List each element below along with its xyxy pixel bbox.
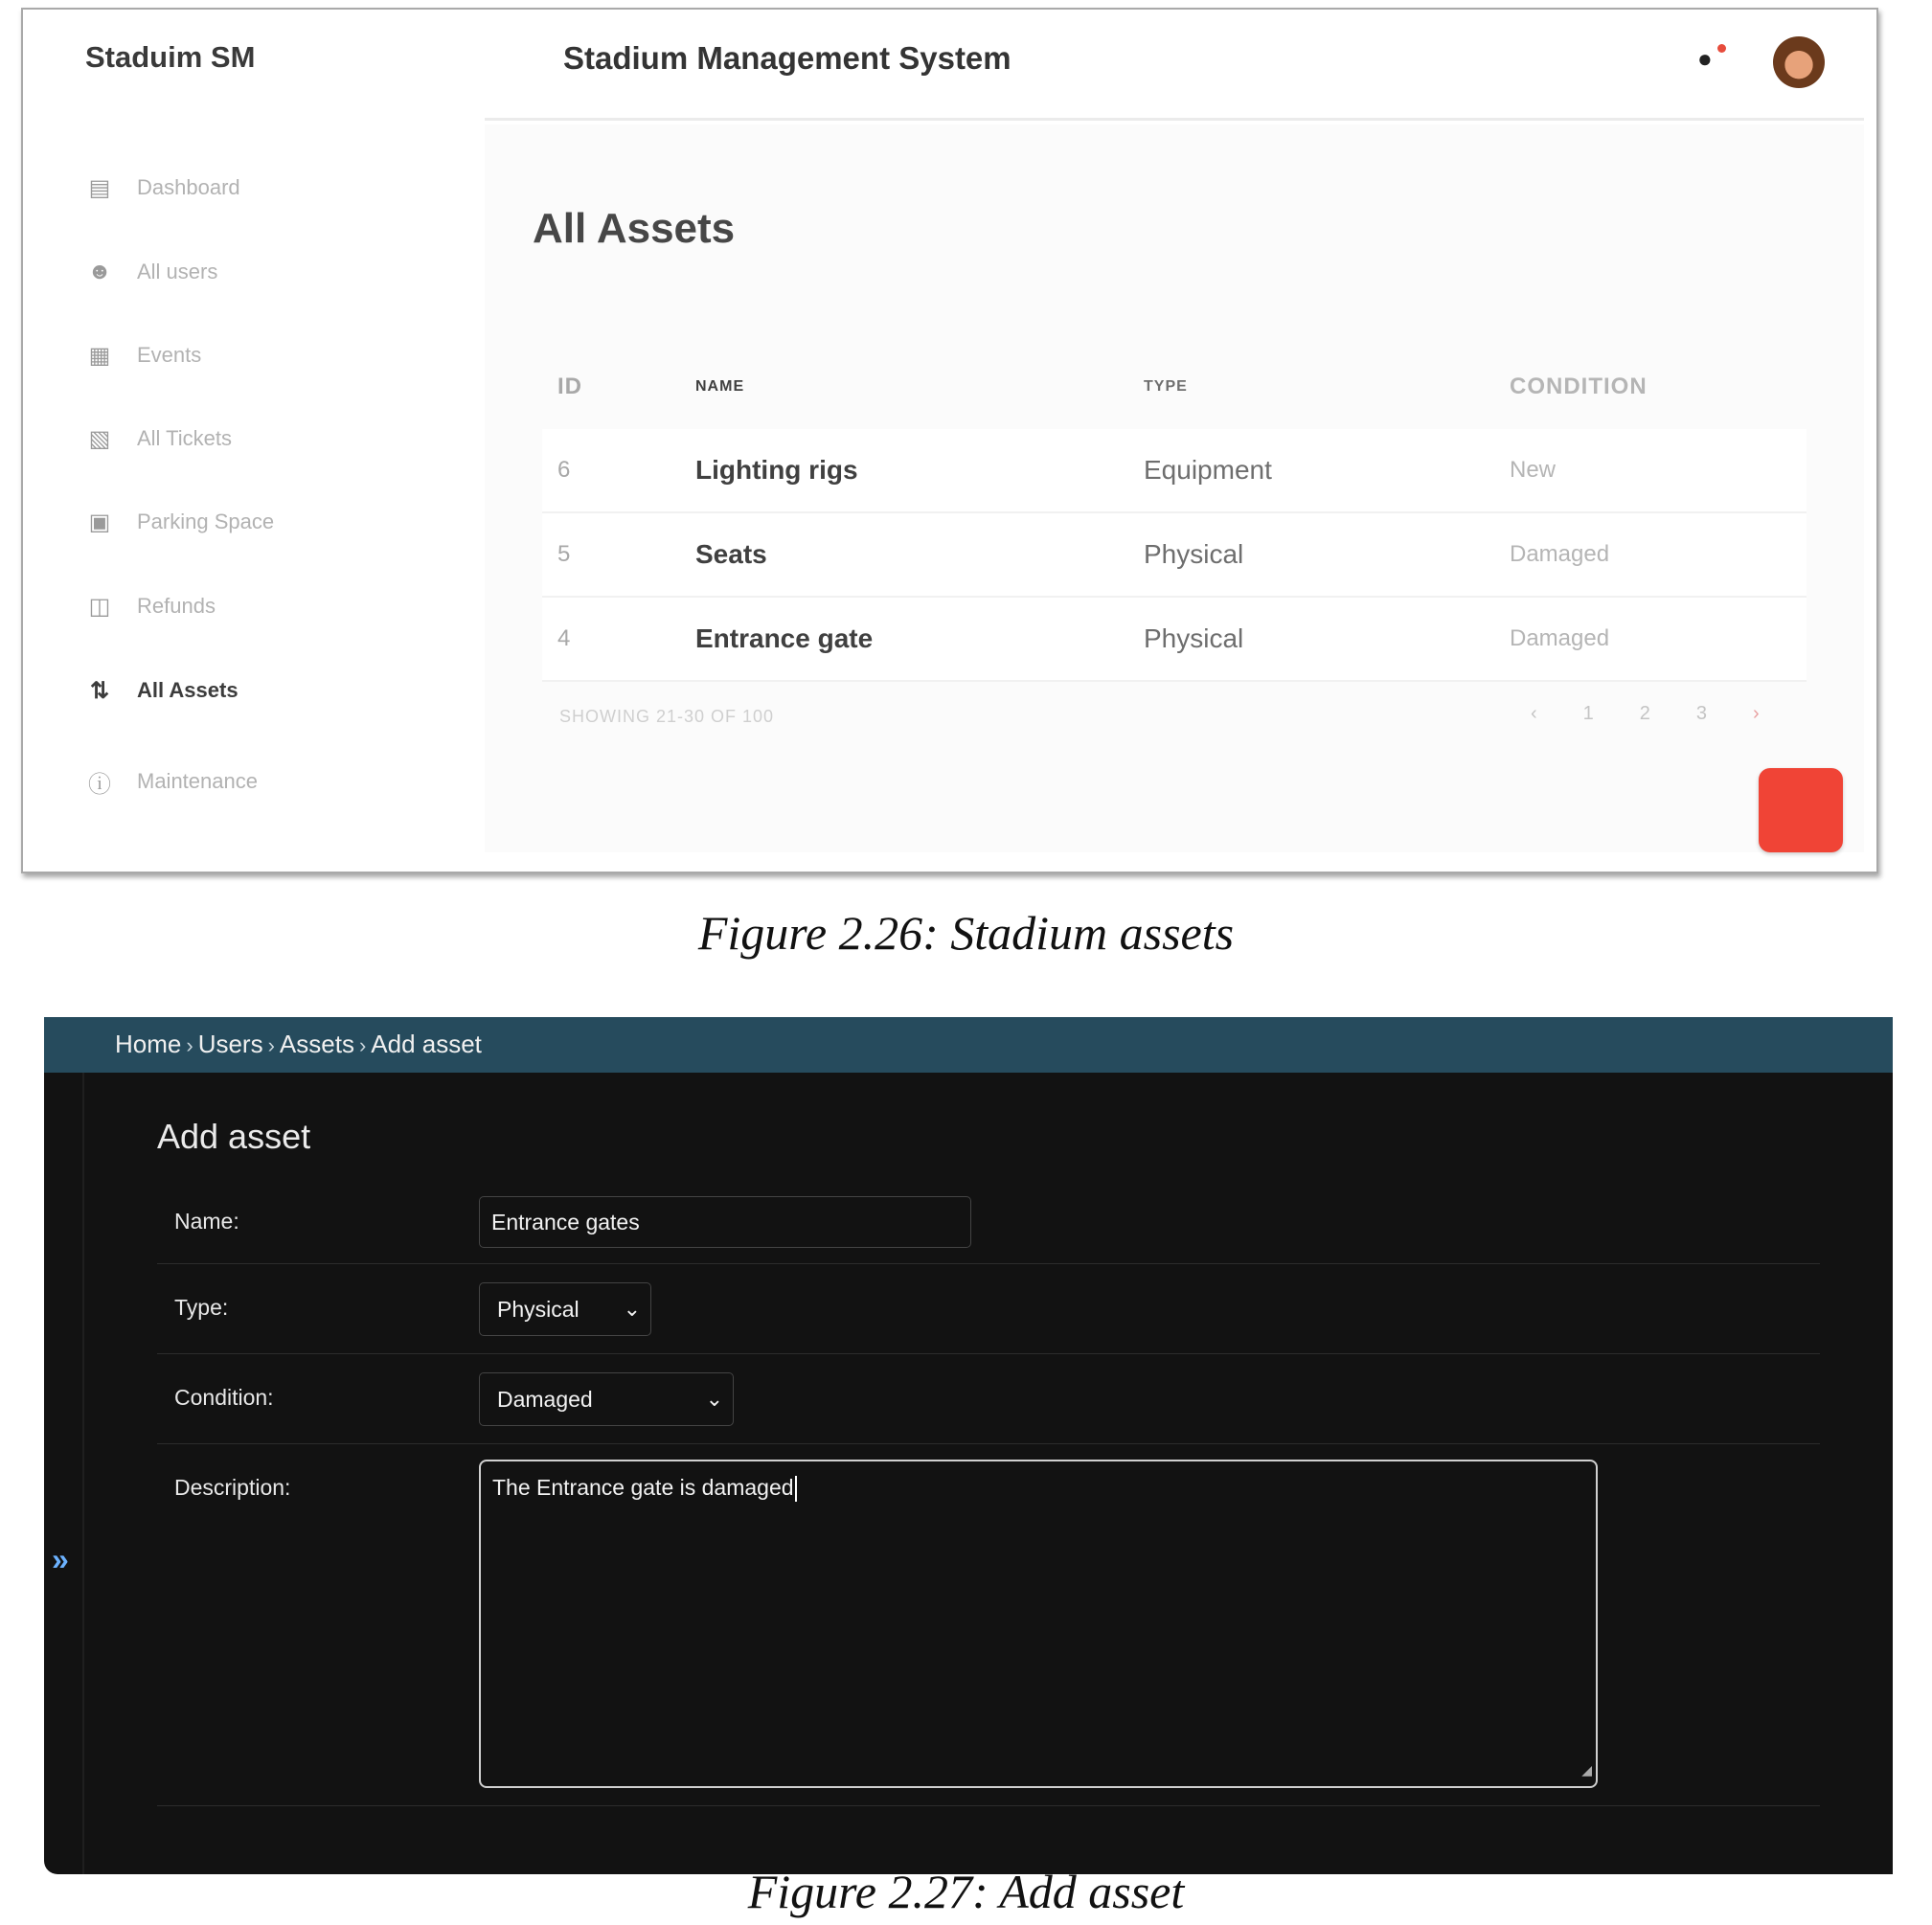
sidebar-item-label: Refunds (137, 594, 216, 618)
condition-select-value: Damaged (497, 1387, 593, 1412)
form-row-condition (157, 1354, 1820, 1444)
condition-label: Condition: (174, 1385, 274, 1410)
breadcrumb (44, 1017, 1893, 1073)
cell-name: Lighting rigs (695, 455, 858, 485)
name-input[interactable]: Entrance gates (479, 1196, 971, 1248)
description-text: The Entrance gate is damaged (492, 1475, 794, 1500)
description-textarea[interactable] (479, 1460, 1598, 1788)
form-row-type (157, 1264, 1820, 1354)
sidebar-item-label: All Assets (137, 678, 239, 702)
chevron-down-icon: ⌄ (705, 1387, 723, 1411)
user-icon: ☻ (87, 259, 112, 284)
pagination-page-2[interactable]: 2 (1639, 703, 1650, 724)
django-admin-add-asset-screenshot (44, 1017, 1893, 1874)
sidebar-item-events[interactable] (85, 336, 201, 374)
type-label: Type: (174, 1295, 229, 1320)
chevron-down-icon: ⌄ (623, 1297, 641, 1321)
sidebar-item-label: Events (137, 343, 202, 367)
sidebar-item-all-assets[interactable] (85, 671, 239, 710)
cell-name: Entrance gate (695, 623, 874, 653)
sidebar-item-parking-space[interactable] (85, 503, 274, 541)
table-row[interactable] (542, 598, 1807, 682)
column-header-condition[interactable]: CONDITION (1510, 374, 1648, 399)
notification-bell-icon[interactable]: ● (1697, 44, 1726, 73)
sidebar-item-all-tickets[interactable] (85, 419, 232, 458)
sidebar-item-dashboard[interactable] (85, 169, 240, 207)
type-select-value: Physical (497, 1297, 580, 1322)
avatar[interactable] (1773, 36, 1825, 88)
resize-handle-icon[interactable]: ◢ (1581, 1762, 1592, 1778)
pagination-summary: SHOWING 21-30 OF 100 (559, 707, 775, 726)
breadcrumb-assets[interactable]: Assets (279, 1030, 354, 1058)
breadcrumb-home[interactable]: Home (115, 1030, 182, 1058)
page-title: Add asset (157, 1117, 311, 1156)
cell-condition: Damaged (1510, 625, 1610, 651)
top-bar (485, 10, 1864, 121)
cell-condition: Damaged (1510, 541, 1610, 567)
sidebar (23, 10, 483, 872)
cell-id: 4 (557, 625, 571, 651)
breadcrumb-separator: › (186, 1033, 193, 1057)
parking-icon: ▣ (88, 509, 111, 535)
breadcrumb-separator: › (358, 1033, 367, 1057)
condition-select[interactable] (479, 1372, 734, 1426)
sidebar-item-label: All Tickets (137, 426, 233, 450)
ticket-icon: ▧ (88, 425, 111, 452)
brand-logo-text[interactable]: Staduim SM (85, 40, 256, 74)
text-caret (795, 1476, 797, 1502)
sliders-icon: ⇅ (89, 677, 110, 704)
sidebar-item-label: Parking Space (137, 510, 275, 533)
dashboard-icon: ▤ (88, 174, 111, 201)
breadcrumb-current: Add asset (371, 1030, 482, 1058)
assets-table (542, 345, 1807, 682)
breadcrumb-separator: › (267, 1033, 275, 1057)
sidebar-item-label: Dashboard (137, 175, 240, 199)
sidebar-item-label: Maintenance (137, 769, 258, 793)
form-row-name (157, 1180, 1820, 1264)
main-content (485, 125, 1864, 852)
cell-type: Equipment (1144, 455, 1272, 485)
form-row-description (157, 1444, 1820, 1806)
column-header-name[interactable]: NAME (695, 378, 745, 395)
figure-caption: Figure 2.27: Add asset (747, 1865, 1185, 1918)
sidebar-item-refunds[interactable] (85, 587, 216, 625)
sidebar-item-maintenance[interactable] (85, 762, 258, 801)
breadcrumb-users[interactable]: Users (197, 1030, 263, 1058)
cell-type: Physical (1144, 539, 1244, 569)
info-icon: ⓘ (88, 771, 111, 798)
calendar-icon: ▦ (88, 342, 111, 369)
figure-caption: Figure 2.26: Stadium assets (697, 906, 1235, 960)
sidebar-toggle-button[interactable]: » (52, 1542, 69, 1576)
system-title: Stadium Management System (563, 40, 1011, 76)
table-row[interactable] (542, 513, 1807, 598)
description-label: Description: (174, 1475, 291, 1500)
type-select[interactable] (479, 1282, 651, 1336)
cell-id: 6 (557, 457, 571, 483)
column-header-type[interactable]: TYPE (1144, 378, 1188, 395)
cell-type: Physical (1144, 623, 1244, 653)
column-header-id[interactable]: ID (557, 374, 582, 399)
pagination-prev-button[interactable]: ‹ (1531, 703, 1537, 724)
table-row[interactable] (542, 429, 1807, 513)
pagination-page-1[interactable]: 1 (1582, 703, 1594, 724)
sidebar-item-all-users[interactable] (85, 253, 217, 291)
nav-sidebar-collapsed (44, 1073, 84, 1874)
cell-id: 5 (557, 541, 571, 567)
sidebar-item-label: All users (137, 260, 218, 283)
page-title: All Assets (533, 205, 736, 252)
pagination-next-button[interactable]: › (1753, 703, 1760, 724)
add-asset-button[interactable] (1759, 768, 1843, 852)
name-label: Name: (174, 1209, 239, 1234)
notification-dot (1717, 44, 1726, 53)
stadium-dashboard-screenshot (21, 8, 1878, 873)
cell-name: Seats (695, 539, 767, 569)
cell-condition: New (1510, 457, 1557, 483)
table-header (542, 345, 1807, 429)
refund-icon: ◫ (88, 593, 111, 620)
pagination (1531, 703, 1760, 725)
pagination-page-3[interactable]: 3 (1695, 703, 1708, 724)
